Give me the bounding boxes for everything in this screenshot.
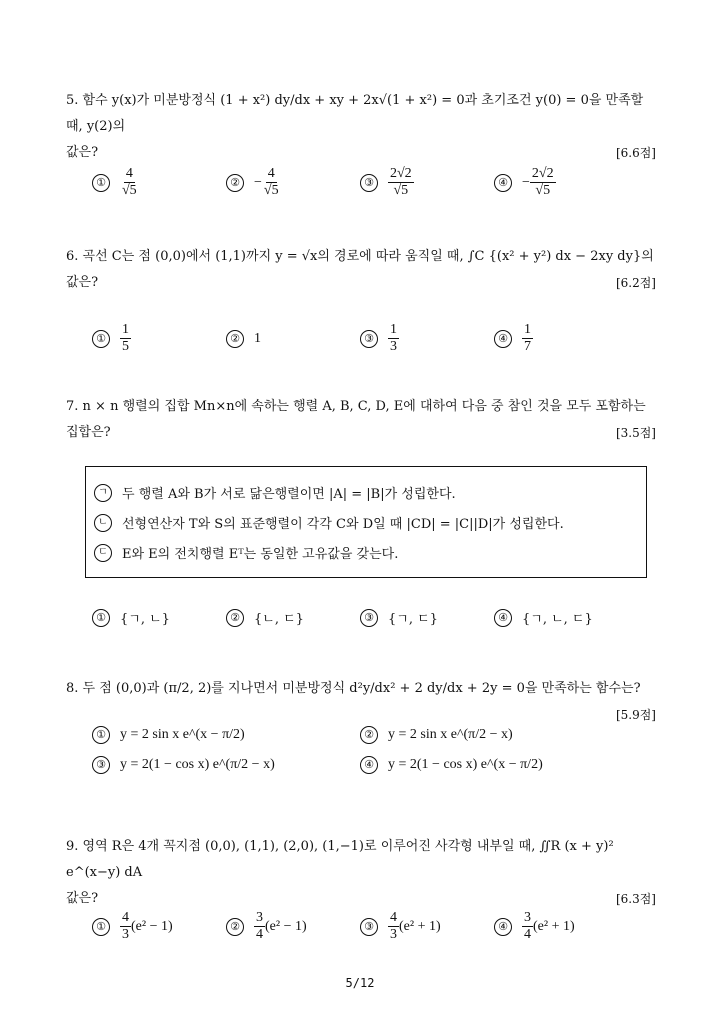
- choice-number: ②: [226, 918, 244, 936]
- question-text: n × n 행렬의 집합 Mn×n에 속하는 행렬 A, B, C, D, E에 대하여 다음 중 참인 것을 모두 포함하는: [82, 399, 646, 414]
- question-text-line2: 값은?: [66, 145, 99, 160]
- question-number: 6.: [66, 249, 79, 264]
- question-text-line2: 값은?: [66, 275, 99, 290]
- choice-1[interactable]: ① $\frac{1}{5}$: [92, 322, 131, 355]
- choice-number: ①: [92, 918, 110, 936]
- choice-1[interactable]: ① $\frac{4}{3}$ (e² − 1): [92, 910, 173, 943]
- choice-2[interactable]: ② − $\frac{4}{√5}$: [226, 166, 281, 199]
- choice-number: ④: [494, 174, 512, 192]
- choice-4[interactable]: ④ $\frac{3}{4}$ (e² + 1): [494, 910, 575, 943]
- choice-2[interactable]: ② $\frac{3}{4}$ (e² − 1): [226, 910, 307, 943]
- statement-2: ㄴ 선형연산자 T와 S의 표준행렬이 각각 C와 D일 때 |CD| = |C||D|가 성립한다.: [94, 513, 564, 532]
- points-label: [6.6점]: [615, 146, 656, 160]
- choice-number: ①: [92, 609, 110, 627]
- question-5: [66, 88, 656, 166]
- choice-number: ④: [494, 918, 512, 936]
- question-number: 7.: [66, 399, 79, 414]
- choice-number: ③: [360, 609, 378, 627]
- choice-number: ①: [92, 330, 110, 348]
- question-text-line2: 집합은?: [66, 425, 111, 440]
- question-6: [66, 244, 656, 296]
- points-label: [3.5점]: [615, 426, 656, 440]
- choice-3[interactable]: ③ {ㄱ, ㄷ}: [360, 608, 438, 627]
- choice-2[interactable]: ② {ㄴ, ㄷ}: [226, 608, 304, 627]
- statement-1: ㄱ 두 행렬 A와 B가 서로 닮은행렬이면 |A| = |B|가 성립한다.: [94, 483, 456, 502]
- choice-1[interactable]: ① $\frac{4}{√5}$: [92, 166, 139, 199]
- choice-number: ③: [360, 174, 378, 192]
- choice-2[interactable]: ② 1: [226, 330, 261, 348]
- question-text: 두 점 (0,0)과 (π/2, 2)를 지나면서 미분방정식 d²y/dx² + 2 dy/dx + 2y = 0을 만족하는 함수는?: [82, 681, 641, 696]
- statement-3: ㄷ E와 E의 전치행렬 Eᵀ는 동일한 고유값을 갖는다.: [94, 543, 398, 562]
- choice-4[interactable]: ④ y = 2(1 − cos x) e^(x − π/2): [360, 756, 543, 774]
- question-number: 8.: [66, 681, 79, 696]
- question-8: [66, 676, 656, 722]
- question-7: [66, 394, 656, 446]
- points-label: [5.9점]: [615, 708, 656, 722]
- choice-4[interactable]: ④ {ㄱ, ㄴ, ㄷ}: [494, 608, 593, 627]
- question-number: 5.: [66, 93, 79, 108]
- choice-number: ③: [360, 330, 378, 348]
- choice-number: ③: [360, 918, 378, 936]
- choice-number: ①: [92, 174, 110, 192]
- choice-4[interactable]: ④ $\frac{1}{7}$: [494, 322, 533, 355]
- points-label: [6.3점]: [615, 892, 656, 906]
- question-number: 9.: [66, 839, 79, 854]
- choice-number: ①: [92, 726, 110, 744]
- choice-1[interactable]: ① {ㄱ, ㄴ}: [92, 608, 170, 627]
- question-5-stem: [66, 88, 656, 140]
- points-label: [6.2점]: [615, 276, 656, 290]
- choice-number: ④: [494, 330, 512, 348]
- choice-number: ②: [360, 726, 378, 744]
- choice-number: ②: [226, 174, 244, 192]
- choice-3[interactable]: ③ $\frac{1}{3}$: [360, 322, 399, 355]
- choice-number: ②: [226, 330, 244, 348]
- choice-3[interactable]: ③ $\frac{4}{3}$ (e² + 1): [360, 910, 441, 943]
- choice-number: ③: [92, 756, 110, 774]
- question-text: 함수 y(x)가 미분방정식 (1 + x²) dy/dx + xy + 2x√(1 + x²) = 0과 초기조건 y(0) = 0을 만족할 때, y(2)의: [66, 93, 644, 134]
- choice-number: ④: [494, 609, 512, 627]
- choice-2[interactable]: ② y = 2 sin x e^(π/2 − x): [360, 726, 513, 744]
- page-number: 5/12: [345, 976, 375, 990]
- question-9: [66, 834, 656, 912]
- choice-3[interactable]: ③ y = 2(1 − cos x) e^(π/2 − x): [92, 756, 275, 774]
- question-text-line2: 값은?: [66, 891, 99, 906]
- statement-box: [85, 466, 647, 578]
- choice-number: ④: [360, 756, 378, 774]
- question-text: 영역 R은 4개 꼭지점 (0,0), (1,1), (2,0), (1,−1)로 이루어진 사각형 내부일 때, ∬R (x + y)² e^(x−y) dA: [66, 839, 614, 880]
- question-text: 곡선 C는 점 (0,0)에서 (1,1)까지 y = √x의 경로에 따라 움직일 때, ∫C {(x² + y²) dx − 2xy dy}의: [82, 249, 654, 264]
- choice-number: ②: [226, 609, 244, 627]
- choice-4[interactable]: ④ − $\frac{2√2}{√5}$: [494, 166, 556, 199]
- choice-3[interactable]: ③ $\frac{2√2}{√5}$: [360, 166, 414, 199]
- choice-1[interactable]: ① y = 2 sin x e^(x − π/2): [92, 726, 245, 744]
